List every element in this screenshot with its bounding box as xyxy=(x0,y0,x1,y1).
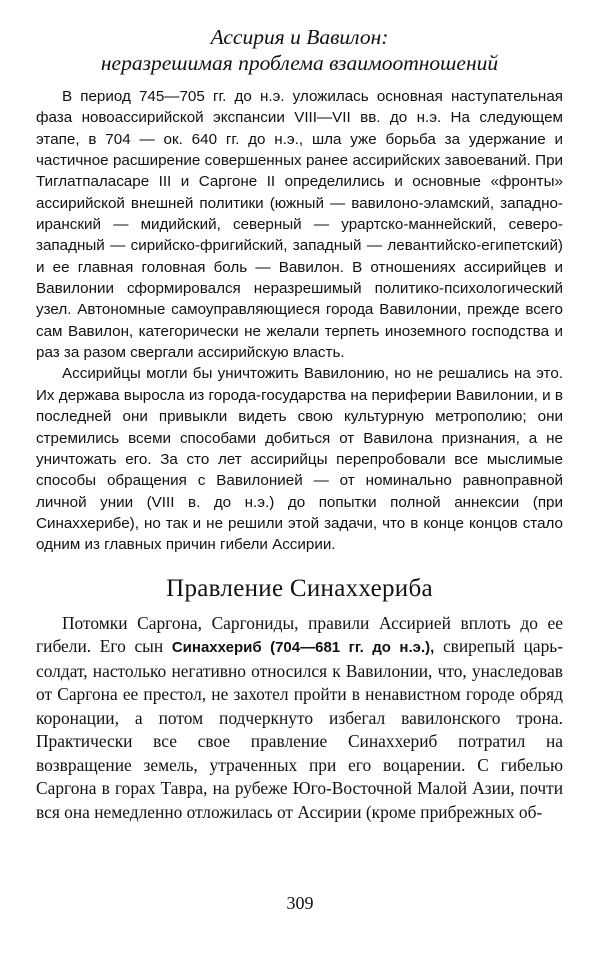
paragraph-3-bold-name: Синаххериб (704—681 гг. до н.э.), xyxy=(171,639,435,657)
paragraph-3-text-before: Потомки Саргона, Саргониды, правили Ассирией вплоть до ее гибели. Его сын xyxy=(36,612,563,657)
paragraph-3-text-after: свирепый царь-солдат, настолько негативно относился к Вавилонии, что, унаследовав от Саргона ее престол, не захотел пройти в ненавистном городе обряд коронации, а потом подчеркнуто избегал вавилонского трона. Практически все свое правление Синаххериб потратил на возвращение земель, утраченных при его воцарении. С гибелью Саргона в горах Тавра, на рубеже Юго-Восточной Малой Азии, почти вся она немедленно отложилась от Ассирии (кроме прибрежных об- xyxy=(36,636,564,822)
section-title-line-2: неразрешимая проблема взаимоотношений xyxy=(100,51,499,75)
section-title-line-1: Ассирия и Вавилон: xyxy=(210,25,389,49)
paragraph-1: В период 745—705 гг. до н.э. уложилась основная наступательная фаза новоассирийской экспансии VIII—VII вв. до н.э. На следующем этапе, в 704 — ок. 640 гг. до н.э., шла уже борьба за удержание и частичное расширение совершенных ранее ассирийских завоеваний. При Тиглатпаласаре III и Саргоне II определились и основные «фронты» ассирийской внешней политики (южный — вавилоно-эламский, западно-иранский — мидийский, северный — урартско-маннейский, северо-западный — сирийско-фригийский, западный — левантийско-египетский) и ее главная головная боль — Вавилон. В отношениях ассирийцев и Вавилонии сформировался неразрешимый политико-психологический узел. Автономные самоуправляющиеся города Вавилонии, прежде всего сам Вавилон, категорически не желали терпеть иноземного господства и раз за разом свергали ассирийскую власть. xyxy=(36,88,563,362)
page-number: 309 xyxy=(286,893,314,913)
paragraph-2: Ассирийцы могли бы уничтожить Вавилонию, но не решались на это. Их держава выросла из города-государства на периферии Вавилонии, и в последней они привыкли видеть свою культурную метрополию; они стремились всеми способами добиться от Вавилона признания, а не уничтожать его. За сто лет ассирийцы перепробовали все мыслимые способы обращения с Вавилонией — от номинально равноправной личной унии (VIII в. до н.э.) до попытки полной аннексии (при Синаххерибе), но так и не решили этой задачи, что в конце концов стало одним из главных причин гибели Ассирии. xyxy=(36,365,563,554)
section-title-assyria-babylon xyxy=(36,24,563,76)
paragraph-3 xyxy=(36,612,563,825)
section-title-sennacherib: Правление Синаххериба xyxy=(166,574,433,602)
